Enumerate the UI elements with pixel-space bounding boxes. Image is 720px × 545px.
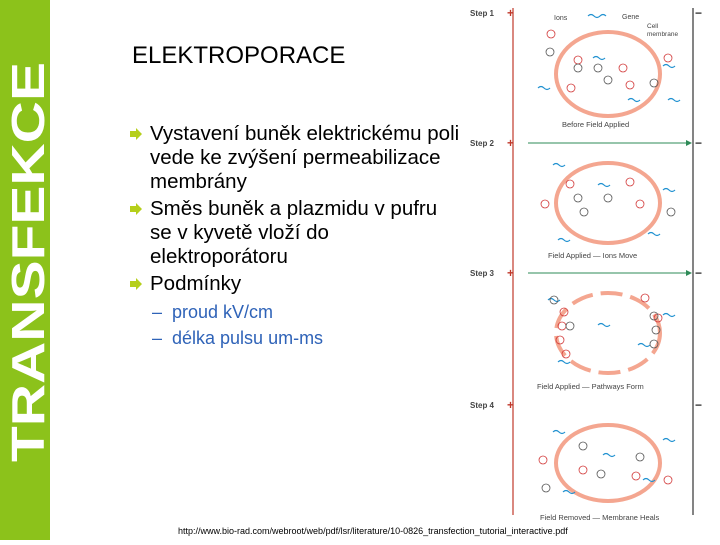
- step-label: Step 4: [470, 401, 495, 410]
- plate-minus-icon: −: [695, 398, 703, 412]
- plate-minus-icon: −: [695, 6, 703, 20]
- cell-membrane: [556, 32, 660, 116]
- plate-plus-icon: +: [507, 266, 515, 280]
- step-label: Step 2: [470, 139, 495, 148]
- bullet-item: [130, 197, 460, 269]
- cell-membrane: [556, 425, 660, 501]
- plate-plus-icon: +: [507, 136, 515, 150]
- subbullet-item: – proud kV/cm: [152, 302, 274, 322]
- vertical-title: [2, 0, 54, 540]
- bullet-arrow-icon: [130, 203, 142, 215]
- subbullet-text: délka pulsu um-ms: [172, 328, 324, 348]
- step-label: Step 3: [470, 269, 495, 278]
- plate-minus-icon: −: [695, 266, 703, 280]
- step-caption: Field Applied — Pathways Form: [537, 382, 644, 391]
- cell-membrane: [556, 293, 660, 373]
- bullet-arrow-icon: [130, 128, 142, 140]
- subbullet-item: – délka pulsu um-ms: [152, 328, 324, 348]
- step-caption: Field Applied — Ions Move: [548, 251, 638, 260]
- subbullet-text: proud kV/cm: [172, 302, 274, 322]
- bullet-list: [130, 122, 460, 351]
- bullet-text: Směs buněk a plazmidu v pufru se v kyvetě vloží do elektroporátoru: [150, 197, 438, 268]
- electroporation-diagram: [458, 0, 720, 520]
- plate-plus-icon: +: [507, 398, 515, 412]
- cell-membrane-label: Cell: [647, 23, 659, 30]
- plate-minus-icon: −: [695, 136, 703, 150]
- bullet-text: Vystavení buněk elektrickému poli vede ke zvýšení permeabilizace membrány: [150, 122, 460, 193]
- gene-label: Gene: [622, 14, 640, 21]
- cell-membrane-label: membrane: [647, 31, 679, 38]
- bullet-arrow-icon: [130, 278, 142, 290]
- bullet-item: [130, 122, 460, 194]
- plate-plus-icon: +: [507, 6, 515, 20]
- step-caption: Field Removed — Membrane Heals: [540, 513, 660, 522]
- source-link[interactable]: http://www.bio-rad.com/webroot/web/pdf/lsr/literature/10-0826_transfection_tutorial_interactive.pdf: [178, 526, 568, 536]
- page-title: ELEKTROPORACE: [132, 42, 346, 69]
- bullet-item: [130, 272, 460, 296]
- ions-label: Ions: [554, 15, 568, 22]
- step-label: Step 1: [470, 9, 495, 18]
- cell-membrane: [556, 163, 660, 243]
- bullet-text: Podmínky: [150, 272, 242, 295]
- step-caption: Before Field Applied: [562, 120, 630, 129]
- vertical-title-text: TRANSFEKCE: [2, 147, 54, 462]
